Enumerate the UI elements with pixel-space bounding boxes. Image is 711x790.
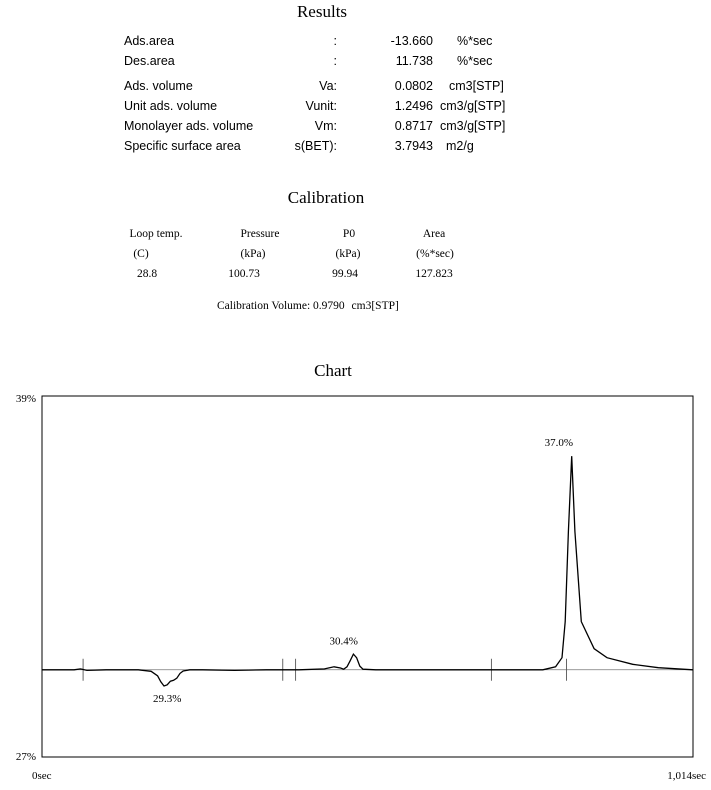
calibration-volume-unit: cm3[STP] bbox=[351, 300, 399, 312]
calibration-table bbox=[0, 228, 711, 288]
result-label: Ads.area bbox=[124, 34, 175, 48]
result-value: 11.738 bbox=[395, 54, 433, 68]
calibration-title: Calibration bbox=[287, 188, 365, 207]
result-label: Unit ads. volume bbox=[124, 99, 218, 113]
result-unit: cm3[STP] bbox=[449, 79, 504, 93]
result-value: 1.2496 bbox=[394, 99, 433, 113]
y-tick-label-bottom: 27% bbox=[15, 751, 36, 763]
calibration-value: 100.73 bbox=[228, 268, 260, 280]
result-symbol: : bbox=[333, 34, 337, 48]
calibration-header: Pressure bbox=[240, 228, 280, 240]
result-label: Monolayer ads. volume bbox=[124, 119, 254, 133]
x-tick-label-left: 0sec bbox=[32, 770, 52, 782]
calibration-unit: (kPa) bbox=[240, 248, 266, 260]
calibration-value: 28.8 bbox=[136, 268, 158, 280]
result-unit: m2/g bbox=[446, 139, 474, 153]
result-label: Specific surface area bbox=[124, 139, 241, 153]
result-unit: cm3/g[STP] bbox=[440, 99, 506, 113]
calibration-header: Loop temp. bbox=[129, 228, 183, 240]
result-symbol: Vunit: bbox=[305, 99, 337, 113]
result-value: 3.7943 bbox=[394, 139, 433, 153]
results-title: Results bbox=[296, 2, 348, 21]
calibration-volume-label: Calibration Volume: bbox=[217, 300, 311, 312]
calibration-value: 99.94 bbox=[332, 268, 358, 280]
calibration-volume-value: 0.9790 bbox=[313, 300, 345, 312]
series-line-signal bbox=[42, 456, 693, 686]
result-unit: cm3/g[STP] bbox=[440, 119, 506, 133]
plot-frame bbox=[42, 396, 693, 757]
calibration-unit: (kPa) bbox=[335, 248, 361, 260]
chart-title: Chart bbox=[314, 361, 352, 380]
calibration-header: P0 bbox=[342, 228, 356, 240]
result-label: Ads. volume bbox=[124, 79, 193, 93]
result-symbol: : bbox=[333, 54, 337, 68]
result-symbol: Va: bbox=[319, 79, 337, 93]
calibration-unit: (C) bbox=[133, 248, 149, 260]
result-value: 0.8717 bbox=[394, 119, 433, 133]
result-symbol: s(BET): bbox=[294, 139, 337, 153]
result-value: -13.660 bbox=[390, 34, 433, 48]
calibration-value: 127.823 bbox=[415, 268, 453, 280]
data-label-37-0: 37.0% bbox=[544, 437, 574, 450]
calibration-header: Area bbox=[422, 228, 446, 240]
result-value: 0.0802 bbox=[394, 79, 433, 93]
data-label-30-4: 30.4% bbox=[329, 635, 358, 648]
result-unit: %*sec bbox=[457, 54, 493, 68]
x-tick-label-right: 1,014sec bbox=[667, 770, 706, 782]
data-label-29-3: 29.3% bbox=[152, 692, 182, 705]
result-symbol: Vm: bbox=[314, 119, 337, 133]
result-unit: %*sec bbox=[457, 34, 493, 48]
calibration-volume bbox=[217, 300, 399, 312]
chart bbox=[0, 380, 711, 790]
calibration-unit: (%*sec) bbox=[416, 248, 454, 260]
y-tick-label-top: 39% bbox=[15, 393, 36, 405]
result-label: Des.area bbox=[124, 54, 175, 68]
